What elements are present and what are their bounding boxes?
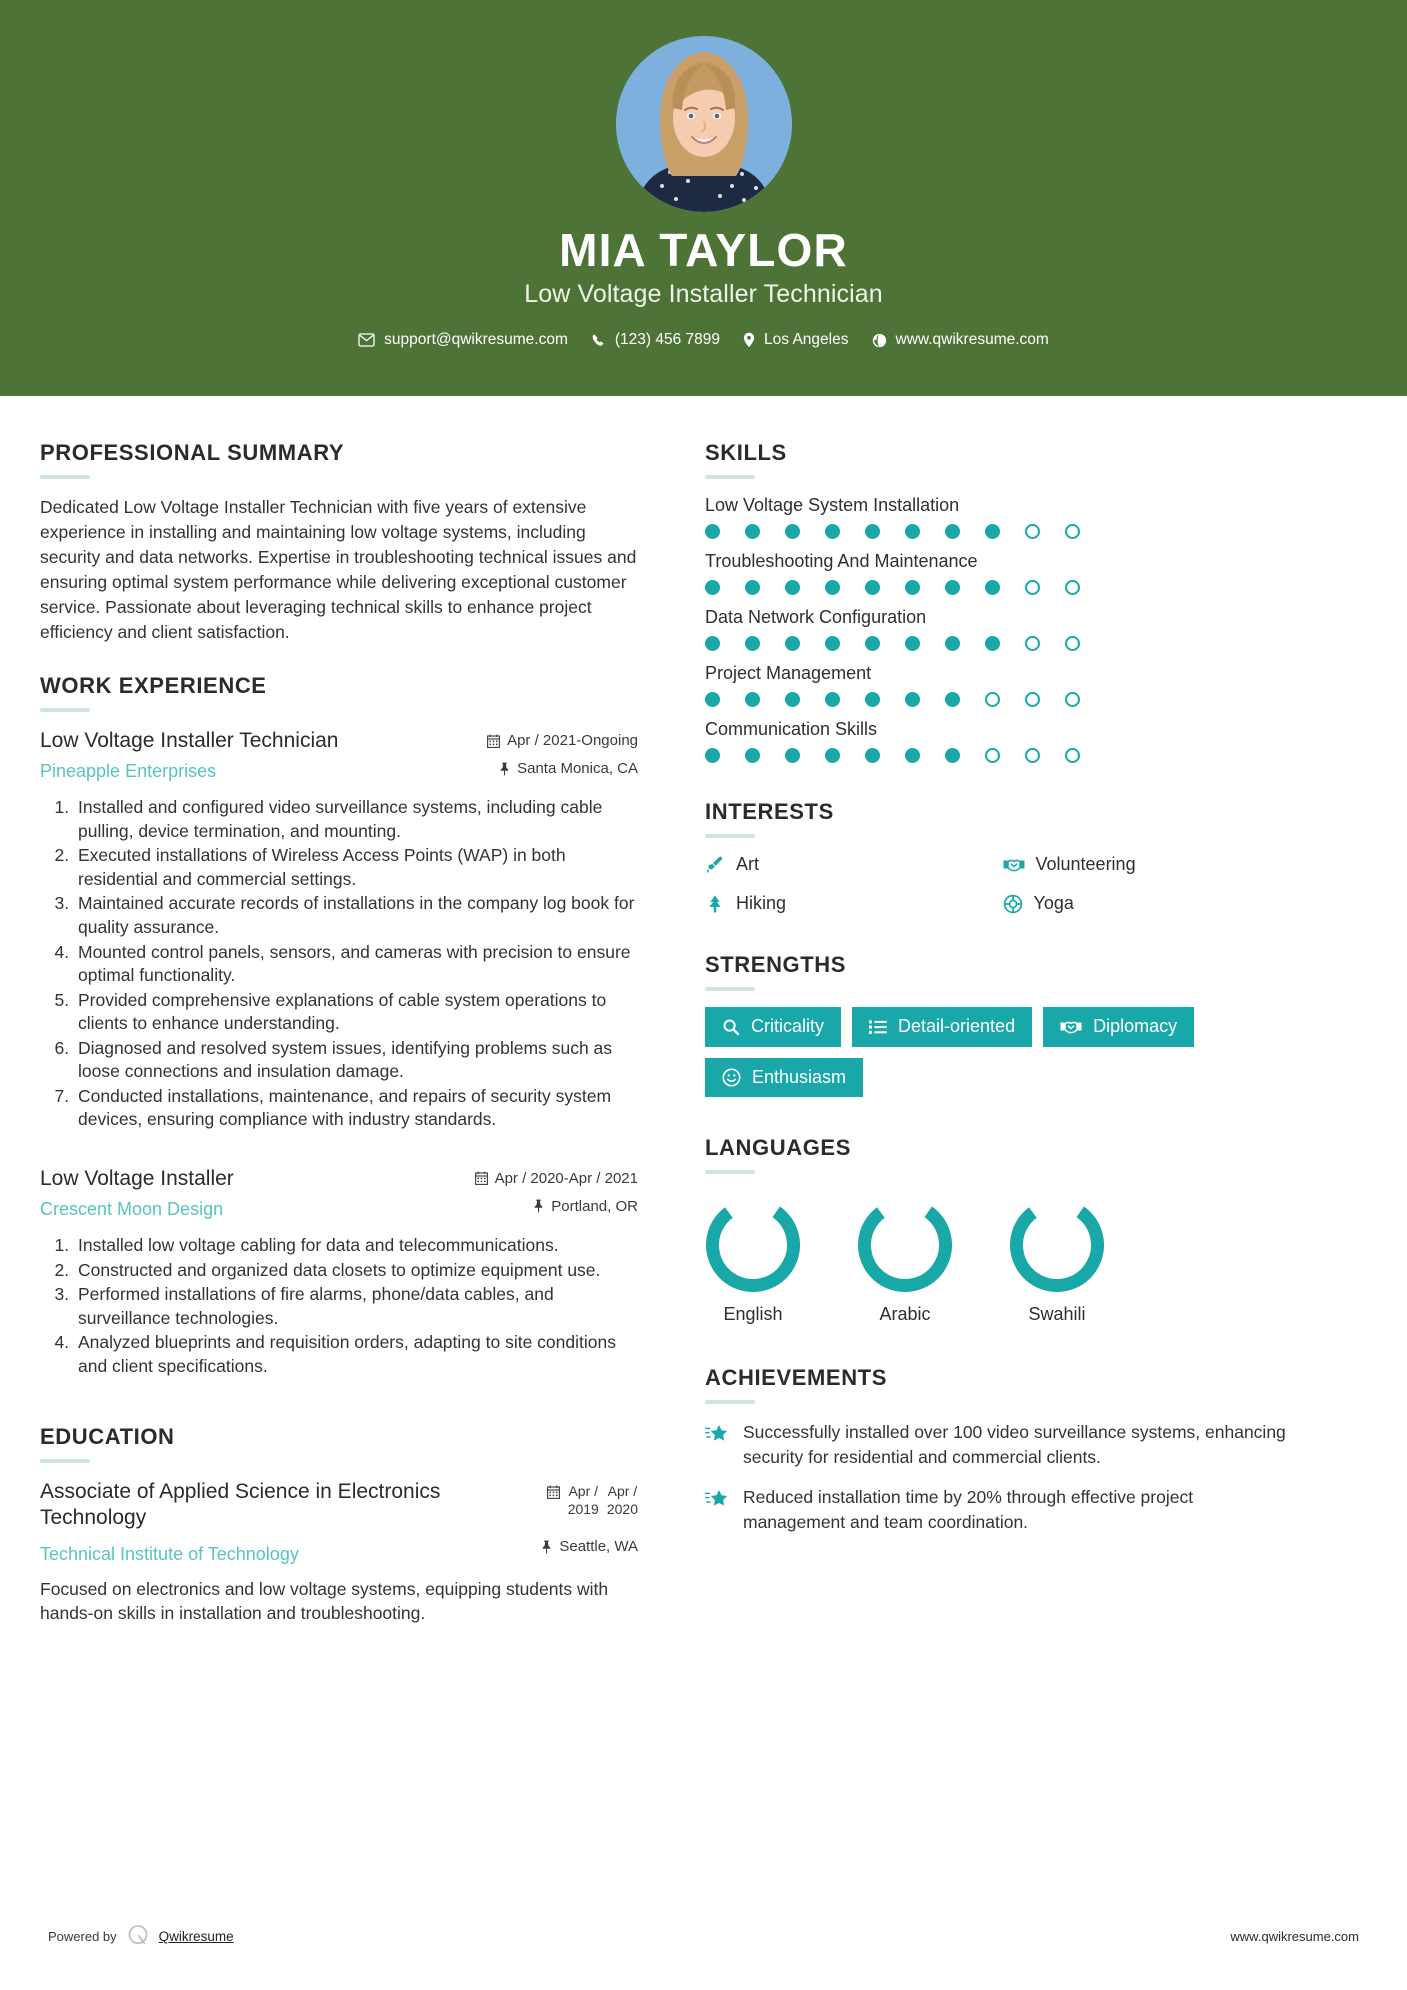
work-date-text: Apr / 2021-Ongoing [507, 732, 638, 750]
skill-item [705, 663, 1300, 707]
strengths-list [705, 1007, 1300, 1097]
language-item-swahili [1009, 1198, 1105, 1325]
skill-rating [705, 692, 1300, 707]
work-bullet: 1. Installed low voltage cabling for data and telecommunications. [74, 1234, 638, 1258]
rating-dot-filled [825, 524, 840, 539]
rating-dot-filled [825, 636, 840, 651]
rating-dot-filled [785, 580, 800, 595]
rating-dot-filled [945, 580, 960, 595]
skill-rating [705, 580, 1300, 595]
work-entry-header [40, 728, 638, 782]
work-date [463, 1170, 638, 1187]
language-label: English [723, 1304, 783, 1325]
section-title-languages: LANGUAGES [705, 1135, 851, 1161]
rating-dot-filled [785, 692, 800, 707]
rating-dot-filled [785, 636, 800, 651]
section-skills [705, 440, 1300, 763]
rating-dot-filled [705, 524, 720, 539]
skill-item [705, 719, 1300, 763]
strength-pill-detail-oriented [852, 1007, 1032, 1047]
right-column [660, 440, 1300, 1562]
skill-rating [705, 636, 1300, 651]
calendar-icon [547, 1485, 560, 1504]
rating-dot-empty [1025, 692, 1040, 707]
strength-pill-enthusiasm [705, 1058, 863, 1098]
strength-label: Enthusiasm [752, 1066, 847, 1087]
language-donut [705, 1198, 801, 1292]
strength-pill-criticality [705, 1007, 841, 1047]
section-education [40, 1424, 638, 1626]
rating-dot-empty [985, 748, 1000, 763]
section-title-interests: INTERESTS [705, 799, 834, 824]
paintbrush-icon [705, 855, 725, 875]
rating-dot-filled [865, 748, 880, 763]
phone-icon [591, 333, 606, 348]
rating-dot-empty [1025, 636, 1040, 651]
smiley-icon [722, 1068, 741, 1087]
interest-label: Hiking [736, 893, 787, 913]
tree-icon [705, 894, 725, 914]
interests-grid [705, 854, 1300, 914]
profile-photo [616, 36, 792, 212]
skill-name: Low Voltage System Installation [705, 495, 960, 515]
section-achievements [705, 1365, 1300, 1534]
contact-email-text: support@qwikresume.com [384, 331, 568, 349]
rating-dot-filled [905, 692, 920, 707]
rating-dot-filled [865, 692, 880, 707]
achievement-item [705, 1485, 1300, 1534]
interest-item-hiking [705, 893, 1003, 914]
rating-dot-filled [705, 636, 720, 651]
star-icon [705, 1485, 729, 1510]
work-entry [40, 1166, 638, 1378]
work-bullets [40, 796, 638, 1131]
skill-name: Troubleshooting And Maintenance [705, 551, 978, 571]
rating-dot-empty [1025, 580, 1040, 595]
education-entry-header [40, 1479, 638, 1565]
section-rule [705, 987, 755, 991]
work-bullet: 3. Maintained accurate records of installations in the company log book for quality assurance. [74, 892, 638, 939]
rating-dot-filled [985, 636, 1000, 651]
calendar-icon [475, 1171, 488, 1185]
footer-powered-by-text: Powered by [48, 1929, 117, 1944]
pushpin-icon [533, 1199, 544, 1213]
section-rule [40, 475, 90, 479]
skill-name: Project Management [705, 663, 872, 683]
work-bullet: 4. Analyzed blueprints and requisition orders, adapting to site conditions and client specifications. [74, 1331, 638, 1378]
contact-website-text: www.qwikresume.com [895, 331, 1049, 349]
work-bullet: 5. Provided comprehensive explanations of cable system operations to clients to enhance understanding. [74, 989, 638, 1036]
work-date [463, 732, 638, 749]
section-title-work-experience: WORK EXPERIENCE [40, 673, 267, 699]
interest-label: Volunteering [1035, 854, 1136, 874]
rating-dot-empty [1025, 524, 1040, 539]
work-bullet: 6. Diagnosed and resolved system issues, identifying problems such as loose connections and insulation damage. [74, 1037, 638, 1084]
interest-label: Yoga [1033, 893, 1074, 913]
rating-dot-filled [785, 748, 800, 763]
work-entry-main [40, 1166, 463, 1220]
education-end-month: Apr / [607, 1483, 638, 1500]
work-entry-main [40, 728, 463, 782]
rating-dot-filled [945, 636, 960, 651]
magnifier-icon [722, 1018, 740, 1036]
left-column [40, 440, 660, 1654]
language-item-english [705, 1198, 801, 1325]
education-end-date [607, 1483, 638, 1518]
resume-header [0, 0, 1407, 396]
education-degree: Associate of Applied Science in Electronics Technology [40, 1480, 441, 1530]
achievement-text: Successfully installed over 100 video surveillance systems, enhancing security for residential and commercial clients. [743, 1422, 1286, 1467]
strength-label: Criticality [751, 1016, 825, 1036]
strength-label: Detail-oriented [898, 1016, 1016, 1036]
work-bullet: 2. Executed installations of Wireless Access Points (WAP) in both residential and commercial settings. [74, 844, 638, 891]
rating-dot-filled [745, 636, 760, 651]
work-location-text: Portland, OR [551, 1197, 638, 1215]
education-dates [463, 1483, 638, 1518]
language-label: Arabic [879, 1304, 931, 1325]
achievement-text: Reduced installation time by 20% through effective project management and team coordination. [743, 1487, 1194, 1532]
handshake-icon [1060, 1018, 1082, 1036]
rating-dot-filled [945, 524, 960, 539]
language-donut [857, 1198, 953, 1292]
skill-name: Data Network Configuration [705, 607, 927, 627]
section-rule [705, 1400, 755, 1404]
education-school: Technical Institute of Technology [40, 1543, 299, 1564]
section-rule [705, 1170, 755, 1174]
contact-location-text: Los Angeles [764, 331, 849, 349]
contact-website[interactable] [872, 331, 1049, 349]
section-work-experience [40, 673, 638, 1378]
contact-email[interactable] [358, 331, 568, 349]
work-organization: Crescent Moon Design [40, 1199, 224, 1220]
skill-item [705, 551, 1300, 595]
contact-phone[interactable] [591, 331, 720, 349]
rating-dot-empty [1065, 524, 1080, 539]
interest-item-volunteering [1003, 854, 1301, 875]
rating-dot-empty [1065, 692, 1080, 707]
education-end-year: 2020 [606, 1500, 638, 1517]
work-location [463, 1198, 638, 1215]
footer-url[interactable]: www.qwikresume.com [1230, 1929, 1359, 1944]
resume-footer [0, 1923, 1407, 1950]
interest-item-yoga [1003, 893, 1301, 914]
section-title-education: EDUCATION [40, 1424, 175, 1450]
section-professional-summary [40, 440, 638, 645]
skill-item [705, 607, 1300, 651]
rating-dot-filled [705, 692, 720, 707]
resume-body [0, 396, 1407, 1654]
work-entry [40, 728, 638, 1132]
work-bullet: 3. Performed installations of fire alarms, phone/data cables, and surveillance technologies. [74, 1283, 638, 1330]
map-pin-icon [743, 332, 755, 348]
education-start-date [568, 1483, 599, 1518]
work-location-text: Santa Monica, CA [517, 760, 638, 778]
work-organization: Pineapple Enterprises [40, 761, 217, 782]
work-entry-meta [463, 1166, 638, 1215]
job-title: Low Voltage Installer Technician [524, 280, 883, 309]
rating-dot-filled [905, 636, 920, 651]
skill-item [705, 495, 1300, 539]
education-entry-meta [463, 1479, 638, 1555]
rating-dot-filled [825, 580, 840, 595]
contact-phone-text: (123) 456 7899 [614, 331, 721, 349]
section-rule [705, 475, 755, 479]
education-location-text: Seattle, WA [559, 1538, 638, 1556]
language-donut [1009, 1198, 1105, 1292]
footer-brand-link[interactable]: Qwikresume [158, 1929, 234, 1944]
rating-dot-filled [865, 636, 880, 651]
work-entry-meta [463, 728, 638, 777]
education-entry-main [40, 1479, 463, 1565]
full-name: MIA TAYLOR [559, 224, 848, 276]
envelope-icon [358, 333, 375, 347]
lifebuoy-icon [1003, 894, 1023, 914]
rating-dot-filled [825, 692, 840, 707]
pushpin-icon [499, 762, 510, 776]
strength-pill-diplomacy [1043, 1007, 1194, 1047]
rating-dot-filled [905, 524, 920, 539]
footer-powered-by [48, 1923, 234, 1950]
section-title-strengths: STRENGTHS [705, 952, 847, 977]
section-strengths [705, 952, 1300, 1097]
education-start-month: Apr / [568, 1483, 599, 1500]
list-icon [869, 1019, 887, 1035]
section-rule [705, 834, 755, 838]
work-location [463, 760, 638, 777]
rating-dot-empty [1065, 580, 1080, 595]
rating-dot-filled [745, 692, 760, 707]
section-title-skills: SKILLS [705, 440, 787, 465]
section-title-summary: PROFESSIONAL SUMMARY [40, 440, 345, 465]
education-location [463, 1538, 638, 1555]
work-role: Low Voltage Installer [40, 1166, 234, 1190]
work-bullet: 7. Conducted installations, maintenance, and repairs of security system devices, ensuring compliance with industry standards. [74, 1085, 638, 1132]
education-start-year: 2019 [567, 1500, 599, 1517]
rating-dot-filled [905, 748, 920, 763]
contact-bar [358, 331, 1049, 349]
rating-dot-filled [825, 748, 840, 763]
rating-dot-filled [905, 580, 920, 595]
star-icon [705, 1420, 729, 1445]
rating-dot-empty [1065, 748, 1080, 763]
section-rule [40, 1459, 90, 1463]
qwikresume-logo-icon [126, 1923, 150, 1950]
achievement-item [705, 1420, 1300, 1469]
skill-rating [705, 748, 1300, 763]
rating-dot-filled [705, 748, 720, 763]
rating-dot-filled [945, 692, 960, 707]
section-rule [40, 708, 90, 712]
rating-dot-filled [785, 524, 800, 539]
work-bullet: 2. Constructed and organized data closets to optimize equipment use. [74, 1259, 638, 1283]
work-entry-header [40, 1166, 638, 1220]
skill-name: Communication Skills [705, 719, 878, 739]
work-date-text: Apr / 2020-Apr / 2021 [494, 1169, 638, 1187]
interest-item-art [705, 854, 1003, 875]
rating-dot-filled [945, 748, 960, 763]
language-label: Swahili [1028, 1304, 1086, 1325]
education-description: Focused on electronics and low voltage systems, equipping students with hands-on skills in installation and troubleshooting. [40, 1578, 609, 1624]
pushpin-icon [541, 1540, 552, 1554]
rating-dot-filled [865, 524, 880, 539]
calendar-icon [487, 734, 500, 748]
contact-location[interactable] [743, 331, 848, 349]
skill-rating [705, 524, 1300, 539]
section-interests [705, 799, 1300, 914]
rating-dot-filled [745, 580, 760, 595]
rating-dot-filled [745, 748, 760, 763]
rating-dot-empty [1065, 636, 1080, 651]
rating-dot-filled [865, 580, 880, 595]
rating-dot-filled [985, 524, 1000, 539]
strength-label: Diplomacy [1093, 1016, 1178, 1036]
handshake-icon [1003, 856, 1025, 874]
rating-dot-empty [1025, 748, 1040, 763]
work-bullet: 4. Mounted control panels, sensors, and cameras with precision to ensure optimal functionality. [74, 941, 638, 988]
rating-dot-filled [745, 524, 760, 539]
summary-text: Dedicated Low Voltage Installer Technician with five years of extensive experience in installing and maintaining low voltage systems, including security and data networks. Expertise in troubleshooting technical issues and ensuring optimal system performance while delivering exceptional customer service. Passionate about leveraging technical skills to enhance project efficiency and client satisfaction. [40, 497, 637, 643]
work-bullet: 1. Installed and configured video surveillance systems, including cable pulling, device termination, and mounting. [74, 796, 638, 843]
globe-icon [872, 333, 887, 348]
language-item-arabic [857, 1198, 953, 1325]
section-title-achievements: ACHIEVEMENTS [705, 1365, 887, 1391]
rating-dot-empty [985, 692, 1000, 707]
education-entry [40, 1479, 638, 1626]
rating-dot-filled [705, 580, 720, 595]
rating-dot-filled [985, 580, 1000, 595]
section-languages [705, 1135, 1300, 1325]
work-bullets [40, 1234, 638, 1378]
work-role: Low Voltage Installer Technician [40, 729, 339, 753]
interest-label: Art [736, 854, 760, 874]
languages-grid [705, 1190, 1300, 1325]
